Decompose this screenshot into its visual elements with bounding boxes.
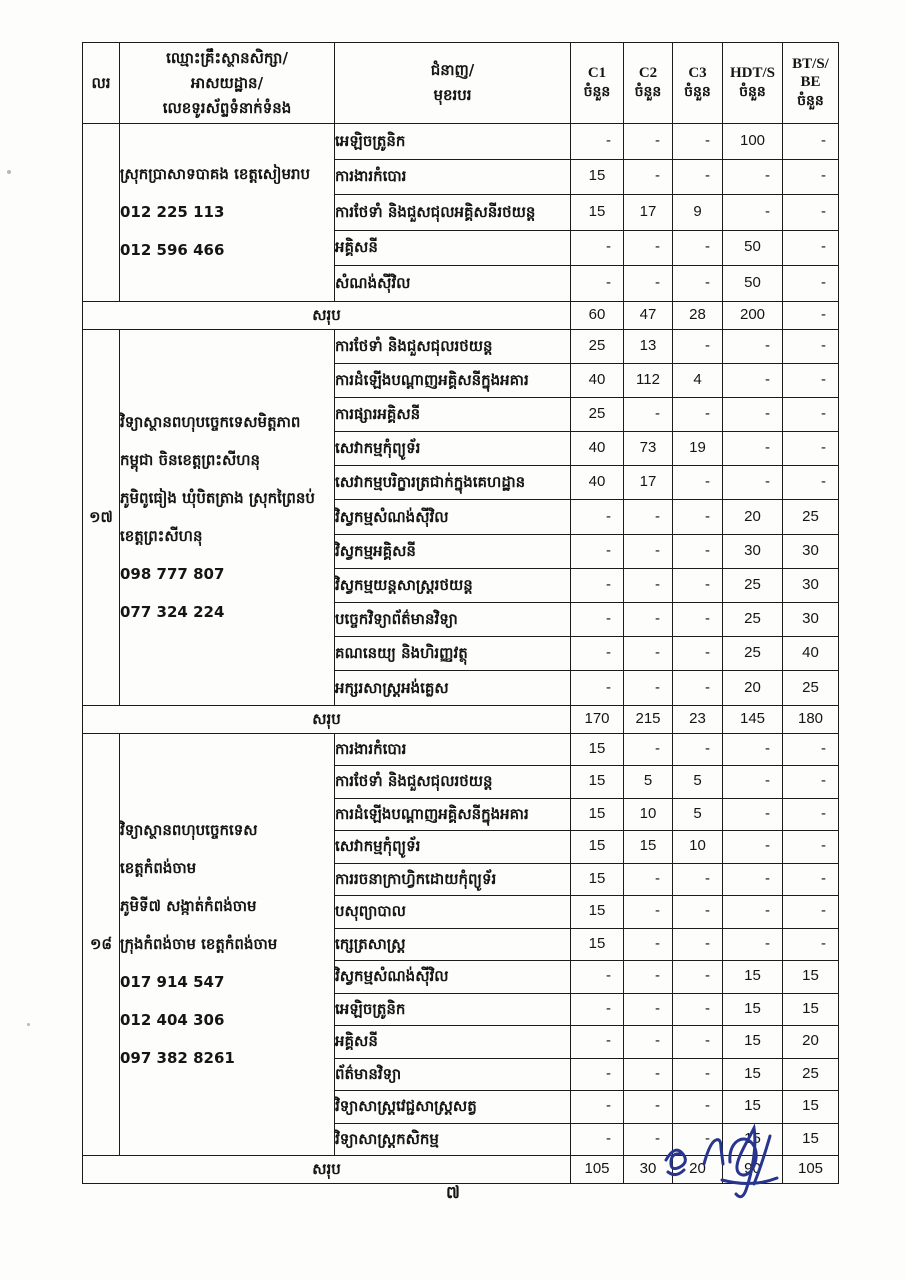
value-cell: -	[673, 1026, 723, 1059]
value-cell: -	[723, 466, 783, 500]
subject-cell: វិស្វកម្មយន្តសាស្ត្ររថយន្ត	[335, 568, 571, 602]
institution-line: កម្ពុជា ចិនខេត្តព្រះសីហនុ	[120, 451, 261, 470]
value-cell: 10	[673, 831, 723, 864]
subject-cell: គណនេយ្យ និងហិរញ្ញវត្ថុ	[335, 637, 571, 671]
subject-cell: វិស្វកម្មអគ្គិសនី	[335, 534, 571, 568]
value-cell: -	[673, 124, 723, 160]
value-cell: 15	[723, 1058, 783, 1091]
header-c2	[624, 43, 673, 124]
value-cell: 15	[723, 993, 783, 1026]
value-cell: 15	[571, 831, 624, 864]
value-cell: -	[673, 266, 723, 302]
value-cell: 73	[624, 432, 673, 466]
value-cell: -	[783, 195, 839, 231]
header-institution-line: លេខទូរស័ព្ទទំនាក់ទំនង	[162, 98, 292, 117]
value-cell: 50	[723, 230, 783, 266]
value-cell: 15	[571, 159, 624, 195]
total-value-cell: 180	[783, 705, 839, 733]
value-cell: 30	[783, 534, 839, 568]
value-cell: 25	[783, 500, 839, 534]
table-row	[83, 733, 839, 766]
institution-line: 012 225 113	[120, 203, 225, 222]
value-cell: 25	[571, 329, 624, 363]
value-cell: -	[624, 993, 673, 1026]
value-cell: 10	[624, 798, 673, 831]
value-cell: -	[723, 159, 783, 195]
subject-cell: វិទ្យាសាស្ត្រវេជ្ជសាស្ត្រសត្វ	[335, 1091, 571, 1124]
value-cell: -	[624, 568, 673, 602]
value-cell: -	[571, 671, 624, 705]
value-cell: -	[673, 534, 723, 568]
institution-cell	[120, 733, 335, 1156]
value-cell: -	[571, 124, 624, 160]
value-cell: -	[783, 466, 839, 500]
header-institution-line: ឈ្មោះគ្រឹះស្ថានសិក្សា/	[166, 48, 288, 67]
value-cell: -	[783, 159, 839, 195]
value-cell: -	[624, 159, 673, 195]
header-major-line: មុខរបរ	[433, 86, 472, 104]
value-cell: -	[624, 1091, 673, 1124]
institution-line: ស្រុកប្រាសាទបាគង ខេត្តសៀមរាប	[120, 165, 311, 184]
table-row	[83, 329, 839, 363]
value-cell: 19	[673, 432, 723, 466]
value-cell: -	[723, 896, 783, 929]
value-cell: -	[723, 766, 783, 799]
header-institution	[120, 43, 335, 124]
value-cell: -	[624, 266, 673, 302]
subject-cell: សេវាកម្មបរិក្ខារត្រជាក់ក្នុងគេហដ្ឋាន	[335, 466, 571, 500]
header-count-label: ចំនួន	[583, 84, 611, 100]
value-cell: -	[673, 637, 723, 671]
total-row	[83, 301, 839, 329]
value-cell: 15	[571, 863, 624, 896]
header-count-label: ចំនួន	[684, 84, 711, 100]
value-cell: 15	[723, 1091, 783, 1124]
value-cell: -	[783, 896, 839, 929]
value-cell: 20	[723, 671, 783, 705]
value-cell: -	[783, 266, 839, 302]
value-cell: 25	[723, 637, 783, 671]
value-cell: -	[673, 329, 723, 363]
subject-cell: អគ្គិសនី	[335, 230, 571, 266]
value-cell: 50	[723, 266, 783, 302]
value-cell: -	[673, 603, 723, 637]
value-cell: -	[783, 230, 839, 266]
value-cell: 112	[624, 363, 673, 397]
table-body	[83, 124, 839, 1184]
institution-line: ភូមិទី៧ សង្កាត់កំពង់ចាម	[120, 897, 257, 916]
header-hdts	[723, 43, 783, 124]
total-value-cell: 145	[723, 705, 783, 733]
value-cell: -	[723, 432, 783, 466]
value-cell: -	[624, 928, 673, 961]
value-cell: -	[783, 733, 839, 766]
value-cell: -	[783, 397, 839, 431]
table-row	[83, 124, 839, 160]
value-cell: 40	[571, 363, 624, 397]
header-major	[335, 43, 571, 124]
value-cell: -	[624, 124, 673, 160]
value-cell: 20	[783, 1026, 839, 1059]
header-code: HDT/S	[729, 65, 775, 81]
subject-cell: អក្សរសាស្ត្រអង់គ្លេស	[335, 671, 571, 705]
value-cell: -	[624, 1026, 673, 1059]
value-cell: 15	[723, 1123, 783, 1156]
header-count-label: ចំនួន	[797, 93, 824, 109]
value-cell: -	[571, 230, 624, 266]
value-cell: -	[723, 397, 783, 431]
value-cell: 15	[783, 993, 839, 1026]
value-cell: -	[783, 363, 839, 397]
value-cell: 25	[783, 1058, 839, 1091]
header-count-label: ចំនួន	[634, 84, 662, 100]
value-cell: 40	[783, 637, 839, 671]
value-cell: -	[673, 961, 723, 994]
institution-line: 077 324 224	[120, 603, 225, 622]
value-cell: 25	[783, 671, 839, 705]
total-value-cell: 90	[723, 1156, 783, 1184]
value-cell: -	[571, 568, 624, 602]
value-cell: 25	[571, 397, 624, 431]
value-cell: -	[783, 432, 839, 466]
total-value-cell: 105	[783, 1156, 839, 1184]
value-cell: -	[571, 637, 624, 671]
institution-line: ក្រុងកំពង់ចាម ខេត្តកំពង់ចាម	[120, 935, 278, 954]
subject-cell: អេឡិចត្រូនិក	[335, 124, 571, 160]
value-cell: -	[624, 637, 673, 671]
header-count-label: ចំនួន	[739, 84, 766, 100]
total-value-cell: 47	[624, 301, 673, 329]
total-value-cell: 215	[624, 705, 673, 733]
value-cell: -	[571, 266, 624, 302]
header-institution-line: អាសយដ្ឋាន/	[190, 73, 264, 92]
scan-speck	[7, 170, 11, 174]
total-value-cell: 60	[571, 301, 624, 329]
value-cell: -	[673, 159, 723, 195]
value-cell: 15	[571, 896, 624, 929]
value-cell: -	[723, 928, 783, 961]
value-cell: 30	[783, 603, 839, 637]
total-value-cell: 23	[673, 705, 723, 733]
value-cell: -	[673, 1091, 723, 1124]
subject-cell: ការងារកំបោរ	[335, 733, 571, 766]
value-cell: 30	[723, 534, 783, 568]
value-cell: -	[723, 863, 783, 896]
table-header	[83, 43, 839, 124]
value-cell: 15	[571, 798, 624, 831]
value-cell: -	[624, 534, 673, 568]
institution-line: វិទ្យាស្ថានពហុបច្ចេកទេស	[120, 821, 258, 840]
value-cell: -	[673, 568, 723, 602]
value-cell: 15	[723, 1026, 783, 1059]
institution-line: 098 777 807	[120, 565, 225, 584]
value-cell: -	[624, 1123, 673, 1156]
header-code: BT/S/	[792, 56, 829, 72]
header-no: លរ	[83, 43, 120, 124]
value-cell: 9	[673, 195, 723, 231]
subject-cell: បសុព្យាបាល	[335, 896, 571, 929]
value-cell: -	[571, 1123, 624, 1156]
subject-cell: ការថែទាំ និងជួសជុលរថយន្ត	[335, 329, 571, 363]
value-cell: -	[571, 603, 624, 637]
value-cell: 15	[571, 928, 624, 961]
value-cell: -	[723, 329, 783, 363]
value-cell: -	[571, 993, 624, 1026]
value-cell: -	[624, 230, 673, 266]
institution-cell	[120, 124, 335, 302]
total-label-cell: សរុប	[83, 301, 571, 329]
value-cell: -	[624, 733, 673, 766]
value-cell: -	[673, 928, 723, 961]
value-cell: -	[624, 896, 673, 929]
total-value-cell: 105	[571, 1156, 624, 1184]
value-cell: -	[783, 831, 839, 864]
subject-cell: វិទ្យាសាស្ត្រកសិកម្ម	[335, 1123, 571, 1156]
total-value-cell: 28	[673, 301, 723, 329]
value-cell: 17	[624, 195, 673, 231]
value-cell: 5	[673, 798, 723, 831]
value-cell: -	[571, 1026, 624, 1059]
institution-line: 012 596 466	[120, 241, 225, 260]
total-value-cell: 20	[673, 1156, 723, 1184]
value-cell: -	[673, 397, 723, 431]
header-major-line: ជំនាញ/	[430, 61, 475, 79]
value-cell: -	[673, 863, 723, 896]
subject-cell: ការរចនាក្រាហ្វិកដោយកុំព្យូទ័រ	[335, 863, 571, 896]
total-label-cell: សរុប	[83, 705, 571, 733]
header-c1	[571, 43, 624, 124]
value-cell: 25	[723, 603, 783, 637]
row-number-cell: ១៨	[83, 733, 120, 1156]
subject-cell: វិស្វកម្មសំណង់ស៊ីវិល	[335, 500, 571, 534]
institution-cell	[120, 329, 335, 705]
institution-line: 017 914 547	[120, 973, 225, 992]
value-cell: -	[723, 195, 783, 231]
value-cell: -	[624, 671, 673, 705]
subject-cell: សេវាកម្មកុំព្យូទ័រ	[335, 831, 571, 864]
value-cell: 5	[624, 766, 673, 799]
value-cell: 15	[571, 766, 624, 799]
value-cell: 15	[723, 961, 783, 994]
total-row	[83, 705, 839, 733]
value-cell: 17	[624, 466, 673, 500]
subject-cell: អគ្គិសនី	[335, 1026, 571, 1059]
value-cell: -	[673, 230, 723, 266]
value-cell: 30	[783, 568, 839, 602]
total-value-cell: 200	[723, 301, 783, 329]
value-cell: -	[571, 1058, 624, 1091]
value-cell: -	[624, 500, 673, 534]
value-cell: -	[624, 397, 673, 431]
institution-line: វិទ្យាស្ថានពហុបច្ចេកទេសមិត្តភាព	[120, 413, 301, 432]
page-number: ៧	[446, 1183, 460, 1203]
value-cell: -	[571, 1091, 624, 1124]
value-cell: -	[783, 798, 839, 831]
value-cell: -	[571, 500, 624, 534]
value-cell: 100	[723, 124, 783, 160]
value-cell: -	[673, 500, 723, 534]
value-cell: -	[723, 363, 783, 397]
subject-cell: ការងារកំបោរ	[335, 159, 571, 195]
row-number-cell: ១៧	[83, 329, 120, 705]
total-value-cell: 30	[624, 1156, 673, 1184]
value-cell: -	[673, 1123, 723, 1156]
value-cell: -	[783, 863, 839, 896]
value-cell: 15	[624, 831, 673, 864]
value-cell: -	[723, 798, 783, 831]
value-cell: 40	[571, 466, 624, 500]
value-cell: 13	[624, 329, 673, 363]
subject-cell: ការថែទាំ និងជួសជុលរថយន្ត	[335, 766, 571, 799]
institution-line: ខេត្តកំពង់ចាម	[120, 859, 197, 878]
subject-cell: ការដំឡើងបណ្ដាញអគ្គិសនីក្នុងអគារ	[335, 363, 571, 397]
value-cell: 5	[673, 766, 723, 799]
row-number-cell	[83, 124, 120, 302]
value-cell: 15	[783, 1091, 839, 1124]
value-cell: -	[783, 766, 839, 799]
value-cell: -	[783, 928, 839, 961]
institution-line: ខេត្តព្រះសីហនុ	[120, 527, 203, 546]
value-cell: -	[673, 733, 723, 766]
value-cell: -	[673, 1058, 723, 1091]
value-cell: 15	[571, 733, 624, 766]
enrollment-table	[82, 42, 839, 1184]
value-cell: -	[571, 534, 624, 568]
value-cell: -	[723, 733, 783, 766]
subject-cell: ព័ត៌មានវិទ្យា	[335, 1058, 571, 1091]
subject-cell: ការផ្សារអគ្គិសនី	[335, 397, 571, 431]
header-code: BE	[800, 74, 821, 90]
value-cell: -	[571, 961, 624, 994]
value-cell: -	[783, 329, 839, 363]
header-code: C3	[688, 65, 707, 81]
scan-speck	[27, 1023, 30, 1026]
value-cell: 40	[571, 432, 624, 466]
institution-line: ភូមិពូធៀង ឃុំបិតត្រាង ស្រុកព្រៃនប់	[120, 489, 315, 508]
institution-line: 097 382 8261	[120, 1049, 235, 1068]
value-cell: -	[624, 863, 673, 896]
subject-cell: ការថែទាំ និងជួសជុលអគ្គិសនីរថយន្ត	[335, 195, 571, 231]
total-label-cell: សរុប	[83, 1156, 571, 1184]
value-cell: 4	[673, 363, 723, 397]
value-cell: 15	[783, 1123, 839, 1156]
value-cell: 15	[571, 195, 624, 231]
total-value-cell: 170	[571, 705, 624, 733]
value-cell: -	[673, 466, 723, 500]
subject-cell: វិស្វកម្មសំណង់ស៊ីវិល	[335, 961, 571, 994]
subject-cell: ការដំឡើងបណ្ដាញអគ្គិសនីក្នុងអគារ	[335, 798, 571, 831]
value-cell: -	[723, 831, 783, 864]
value-cell: 25	[723, 568, 783, 602]
subject-cell: បច្ចេកវិទ្យាព័ត៌មានវិទ្យា	[335, 603, 571, 637]
institution-line: 012 404 306	[120, 1011, 225, 1030]
value-cell: -	[673, 671, 723, 705]
value-cell: -	[783, 124, 839, 160]
value-cell: 15	[783, 961, 839, 994]
header-code: C1	[587, 65, 607, 81]
value-cell: -	[673, 896, 723, 929]
subject-cell: សំណង់ស៊ីវិល	[335, 266, 571, 302]
value-cell: -	[624, 1058, 673, 1091]
value-cell: -	[624, 603, 673, 637]
header-c3	[673, 43, 723, 124]
subject-cell: សេវាកម្មកុំព្យូទ័រ	[335, 432, 571, 466]
value-cell: -	[624, 961, 673, 994]
subject-cell: អេឡិចត្រូនិក	[335, 993, 571, 1026]
header-btsbe	[783, 43, 839, 124]
value-cell: -	[673, 993, 723, 1026]
total-value-cell: -	[783, 301, 839, 329]
subject-cell: ក្សេត្រសាស្ត្រ	[335, 928, 571, 961]
header-code: C2	[638, 65, 658, 81]
value-cell: 20	[723, 500, 783, 534]
